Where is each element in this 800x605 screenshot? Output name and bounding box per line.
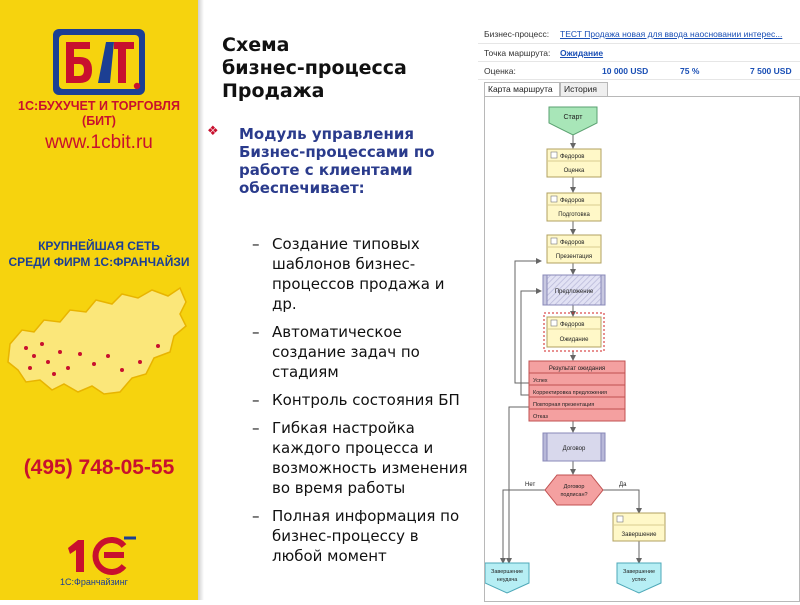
svg-text:Завершение: Завершение xyxy=(621,532,657,538)
svg-text:Завершение: Завершение xyxy=(623,569,655,575)
franchising-caption: 1С:Франчайзинг xyxy=(60,577,128,587)
estimate-percent: 75 % xyxy=(680,66,700,76)
title-line: Схема xyxy=(222,34,290,56)
sub-bullet-list xyxy=(250,234,472,574)
svg-text:Федоров: Федоров xyxy=(560,154,585,160)
estimate-label: Оценка: xyxy=(484,66,516,76)
title-line: бизнес-процесса xyxy=(222,57,407,79)
left-banner xyxy=(0,0,198,600)
svg-text:Успех: Успех xyxy=(533,378,548,384)
tab-route-map[interactable]: Карта маршрута xyxy=(484,82,560,96)
svg-text:Оценка: Оценка xyxy=(563,168,585,174)
svg-text:Отказ: Отказ xyxy=(533,414,548,420)
end-node-failure xyxy=(485,563,529,593)
svg-text:Повторная презентация: Повторная презентация xyxy=(533,402,595,408)
list-item: – Автоматическое создание задач по стадиям xyxy=(252,323,420,381)
network-tagline-line2: СРЕДИ ФИРМ 1С:ФРАНЧАЙЗИ xyxy=(8,255,190,269)
start-node xyxy=(549,107,597,135)
svg-text:Федоров: Федоров xyxy=(560,322,585,328)
tab-history[interactable]: История xyxy=(560,82,608,96)
branch-yes-label: Да xyxy=(619,482,627,488)
estimate-row xyxy=(484,63,798,79)
list-item: – Полная информация по бизнес-процессу в любой момент xyxy=(252,507,460,565)
task-finish xyxy=(613,513,665,541)
svg-text:подписан?: подписан? xyxy=(560,492,588,498)
task-preparation xyxy=(547,193,601,221)
task-waiting-current xyxy=(544,313,604,351)
end-node-success xyxy=(617,563,661,593)
svg-text:успех: успех xyxy=(631,577,647,583)
subprocess-offer xyxy=(543,275,605,305)
route-point-label: Точка маршрута: xyxy=(484,48,551,58)
process-field-row xyxy=(484,26,782,42)
sub-bullet-text: Создание типовых шаблонов бизнес-процессов продажа и др. xyxy=(272,235,445,313)
sub-bullet-text: Гибкая настройка каждого процесса и возможность изменения во время работы xyxy=(272,419,468,497)
svg-text:Федоров: Федоров xyxy=(560,198,585,204)
route-map-diagram xyxy=(485,97,799,601)
list-item: – Гибкая настройка каждого процесса и возможность изменения во время работы xyxy=(252,419,468,497)
svg-text:Договор: Договор xyxy=(562,446,586,452)
route-map-canvas xyxy=(484,96,800,602)
decision-contract-signed xyxy=(545,475,603,505)
diamond-bullet-icon: ❖ xyxy=(207,124,219,139)
russia-map-icon xyxy=(4,282,190,412)
route-point-link[interactable]: Ожидание xyxy=(560,48,604,58)
network-tagline-line1: КРУПНЕЙШАЯ СЕТЬ xyxy=(38,239,160,253)
slide-title xyxy=(222,34,472,103)
list-item: – Контроль состояния БП xyxy=(252,391,460,409)
bit-logo xyxy=(52,28,146,96)
main-bullet: Модуль управления Бизнес-процессами по работе с клиентами обеспечивает: xyxy=(239,125,435,197)
process-field-link[interactable]: ТЕСТ Продажа новая для ввода наосновании интерес... xyxy=(560,29,783,39)
phone-number: (495) 748-05-55 xyxy=(23,456,175,479)
sub-bullet-text: Контроль состояния БП xyxy=(272,391,460,409)
svg-text:Корректировка предложения: Корректировка предложения xyxy=(533,390,607,396)
list-item: – Создание типовых шаблонов бизнес-процессов продажа и др. xyxy=(252,235,445,313)
brand-name-line1: 1С:БУХУЧЕТ И ТОРГОВЛЯ xyxy=(18,99,180,113)
estimate-sum: 10 000 USD xyxy=(602,66,649,76)
website-link[interactable]: www.1cbit.ru xyxy=(45,132,153,153)
svg-text:Презентация: Презентация xyxy=(555,254,593,260)
route-point-row xyxy=(484,45,603,61)
banner-divider xyxy=(198,0,204,600)
svg-text:Договор: Договор xyxy=(563,484,585,490)
svg-text:Результат ожидания: Результат ожидания xyxy=(548,366,606,372)
svg-text:Старт: Старт xyxy=(563,114,583,121)
svg-text:Завершение: Завершение xyxy=(491,569,523,575)
business-process-window xyxy=(478,26,800,600)
process-field-label: Бизнес-процесс: xyxy=(484,29,550,39)
sub-bullet-text: Автоматическое создание задач по стадиям xyxy=(272,323,420,381)
svg-text:Федоров: Федоров xyxy=(560,240,585,246)
logo-1c-icon xyxy=(64,534,140,576)
sub-bullet-text: Полная информация по бизнес-процессу в любой момент xyxy=(272,507,460,565)
subprocess-contract xyxy=(543,433,605,461)
estimate-total: 7 500 USD xyxy=(750,66,792,76)
brand-name-line2: (БИТ) xyxy=(82,114,116,128)
svg-text:неудача: неудача xyxy=(496,577,518,583)
title-line: Продажа xyxy=(222,80,325,102)
branch-no-label: Нет xyxy=(525,482,536,488)
svg-text:Ожидание: Ожидание xyxy=(559,337,589,343)
svg-text:Предложение: Предложение xyxy=(554,289,594,295)
svg-text:Подготовка: Подготовка xyxy=(558,212,590,218)
wait-result-table xyxy=(529,361,625,421)
task-estimate xyxy=(547,149,601,177)
task-presentation xyxy=(547,235,601,263)
